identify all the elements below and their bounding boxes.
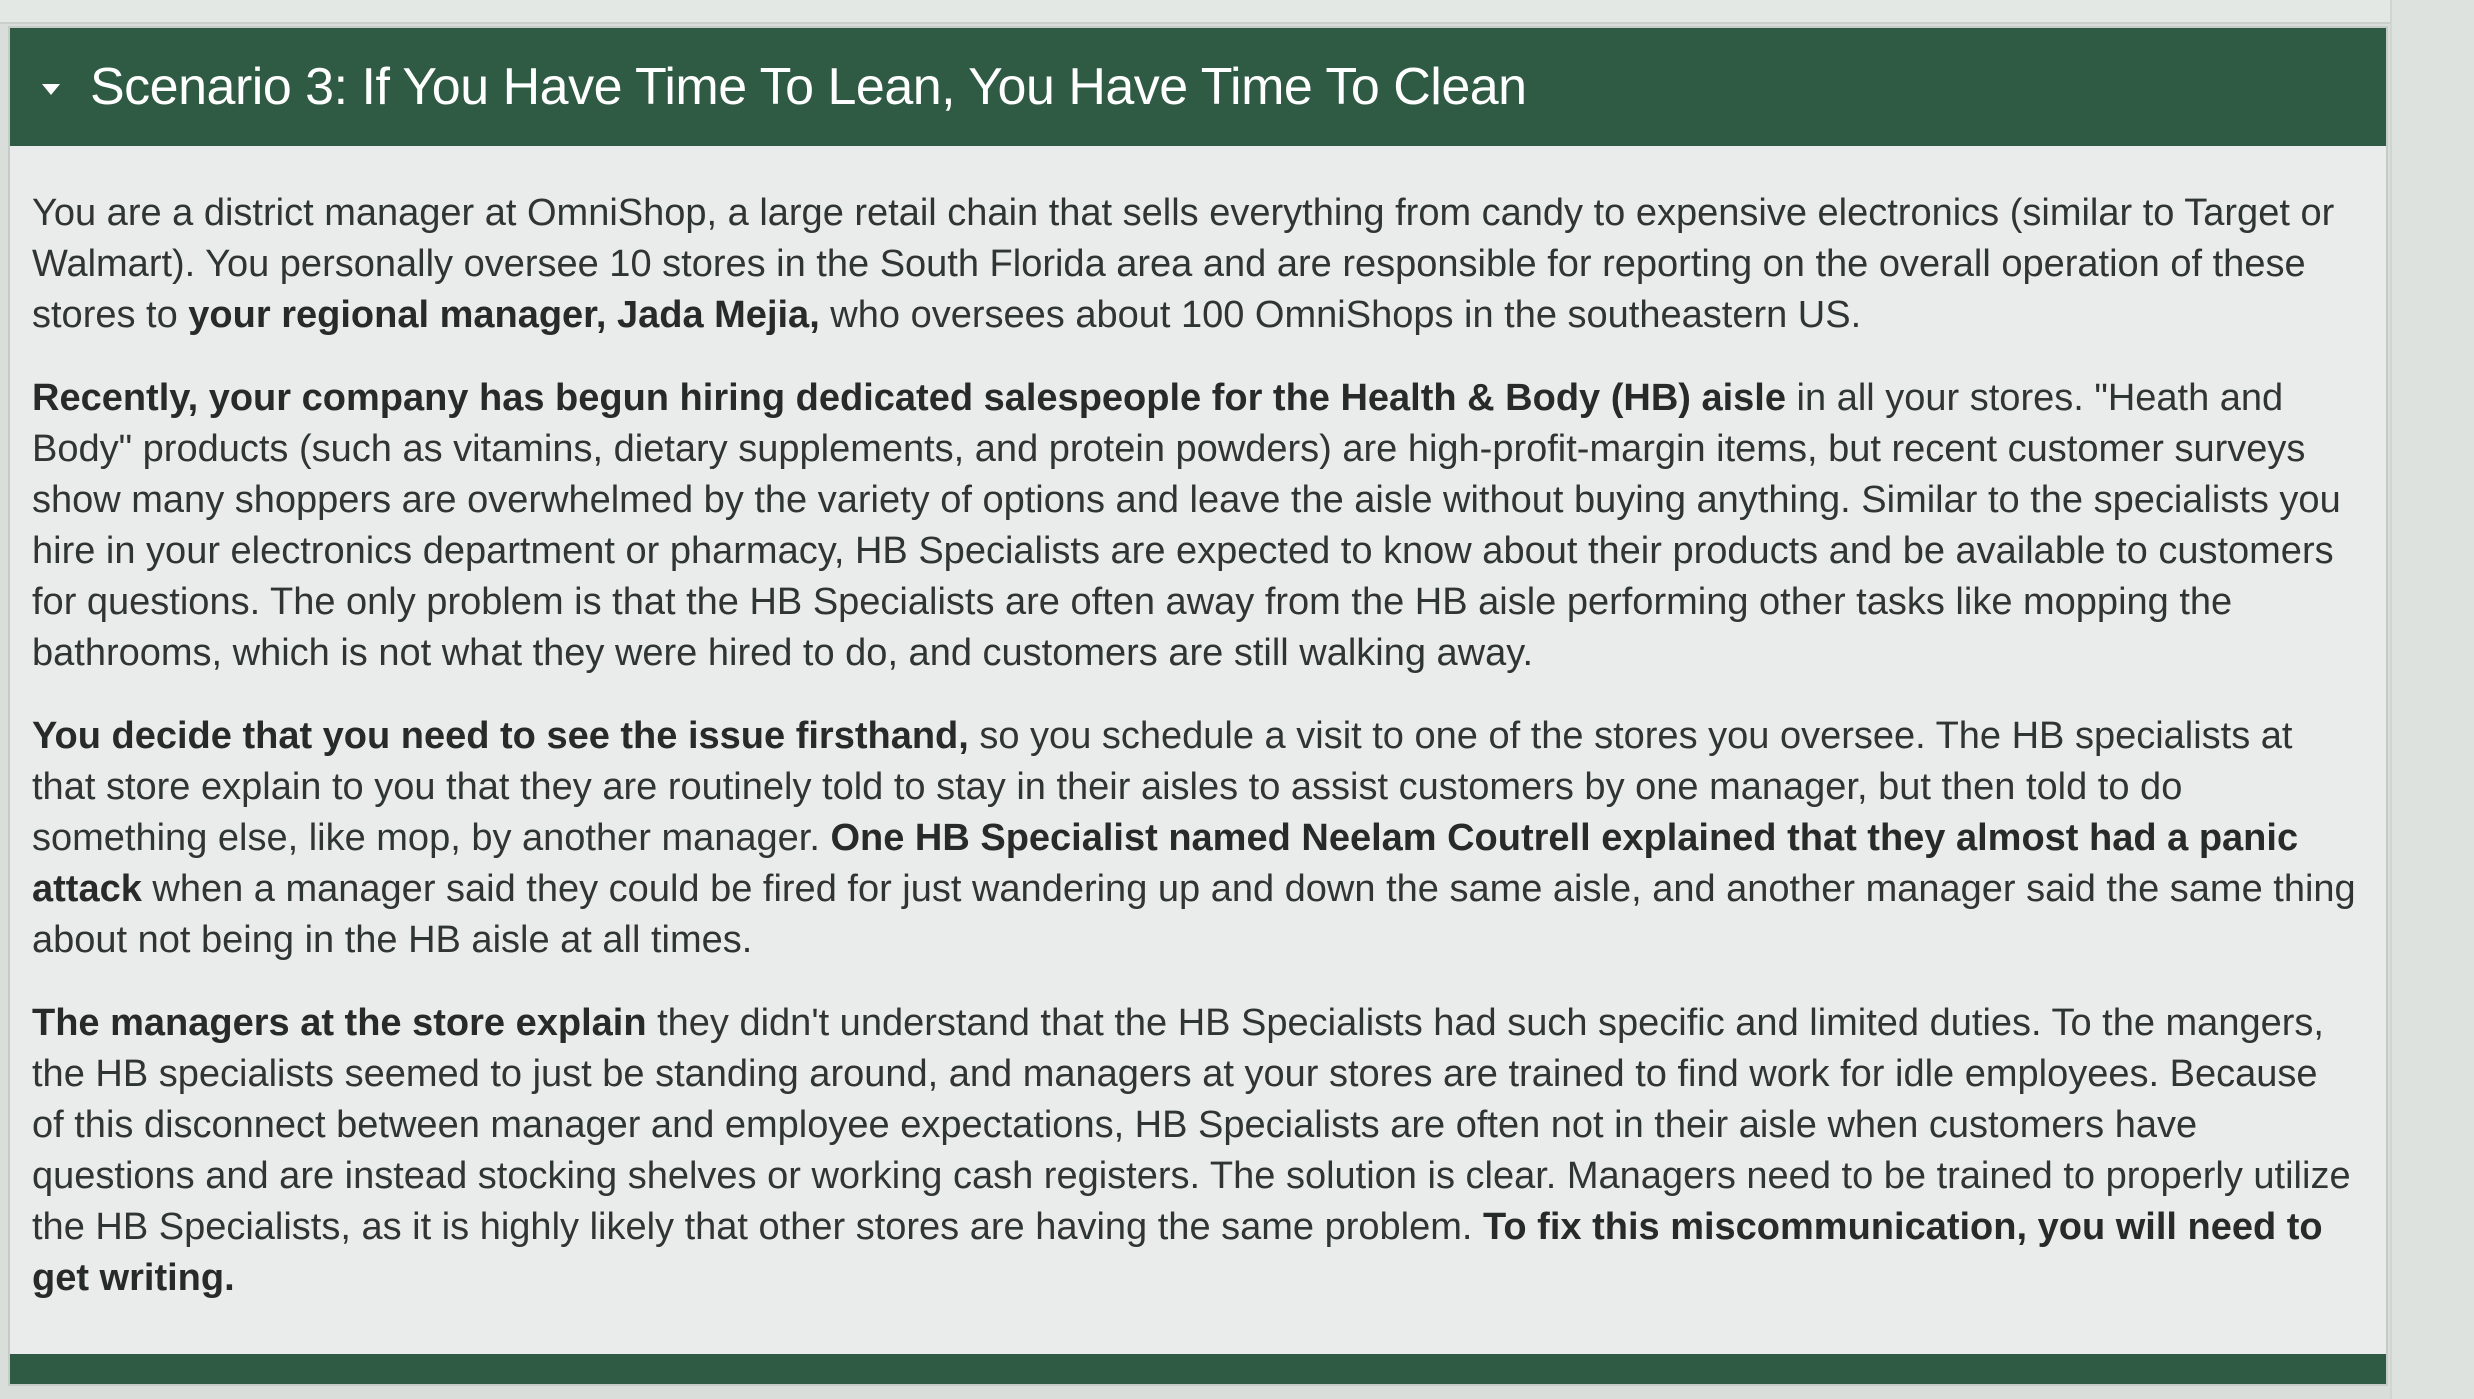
paragraph-2-segment-1: Recently, your company has begun hiring dedicated salespeople for the Health & Body (HB) aisle — [32, 377, 1786, 419]
scenario-body — [10, 146, 2386, 1336]
paragraph-3-segment-4: when a manager said they could be fired for just wandering up and down the same aisle, and another manager said the same thing about not being in the HB aisle at all times. — [32, 868, 2356, 961]
caret-down-icon[interactable] — [42, 84, 60, 95]
paragraph-3-segment-2: so you schedule a visit to one of the stores you oversee. The HB specialists at that store explain to you that they are routinely told to stay in their aisles to assist customers by one manager, but then told to do something else, like mop, by another manager. — [32, 715, 2293, 859]
top-edge — [0, 0, 2474, 24]
scenario-title: Scenario 3: If You Have Time To Lean, You Have Time To Clean — [90, 58, 1527, 116]
paragraph-4-segment-3: To fix this miscommunication, you will need to get writing. — [32, 1206, 2323, 1299]
paragraph-1 — [32, 188, 2356, 341]
scenario-header[interactable] — [10, 28, 2386, 146]
paragraph-1-segment-2: your regional manager, Jada Mejia, — [188, 294, 820, 336]
paragraph-4 — [32, 998, 2356, 1304]
scenario-panel — [8, 26, 2388, 1386]
paragraph-1-segment-3: who oversees about 100 OmniShops in the southeastern US. — [819, 294, 1862, 336]
paragraph-2 — [32, 373, 2356, 679]
paragraph-1-segment-1: You are a district manager at OmniShop, a large retail chain that sells everything from candy to expensive electronics (similar to Target or Walmart). You personally oversee 10 stores in the South Florida area and are responsible for reporting on the overall operation of these stores to — [32, 192, 2335, 336]
paragraph-2-segment-2: in all your stores. "Heath and Body" products (such as vitamins, dietary supplements, and protein powders) are high-profit-margin items, but recent customer surveys show many shoppers are overwhelmed by the variety of options and leave the aisle without buying anything. Similar to the specialists you hire in your electronics department or pharmacy, HB Specialists are expected to know about their products and be available to customers for questions. The only problem is that the HB Specialists are often away from the HB aisle performing other tasks like mopping the bathrooms, which is not what they were hired to do, and customers are still walking away. — [32, 377, 2341, 674]
page-background-strip — [2390, 0, 2474, 1399]
paragraph-3 — [32, 711, 2356, 966]
paragraph-3-segment-3: One HB Specialist named Neelam Coutrell explained that they almost had a panic attack — [32, 817, 2299, 910]
paragraph-4-segment-1: The managers at the store explain — [32, 1002, 647, 1044]
paragraph-4-segment-2: they didn't understand that the HB Specialists had such specific and limited duties. To the mangers, the HB specialists seemed to just be standing around, and managers at your stores are trained to find work for idle employees. Because of this disconnect between manager and employee expectations, HB Specialists are often not in their aisle when customers have questions and are instead stocking shelves or working cash registers. The solution is clear. Managers need to be trained to properly utilize the HB Specialists, as it is highly likely that other stores are having the same problem. — [32, 1002, 2351, 1248]
paragraph-3-segment-1: You decide that you need to see the issue firsthand, — [32, 715, 969, 757]
next-section-header[interactable] — [10, 1354, 2386, 1384]
